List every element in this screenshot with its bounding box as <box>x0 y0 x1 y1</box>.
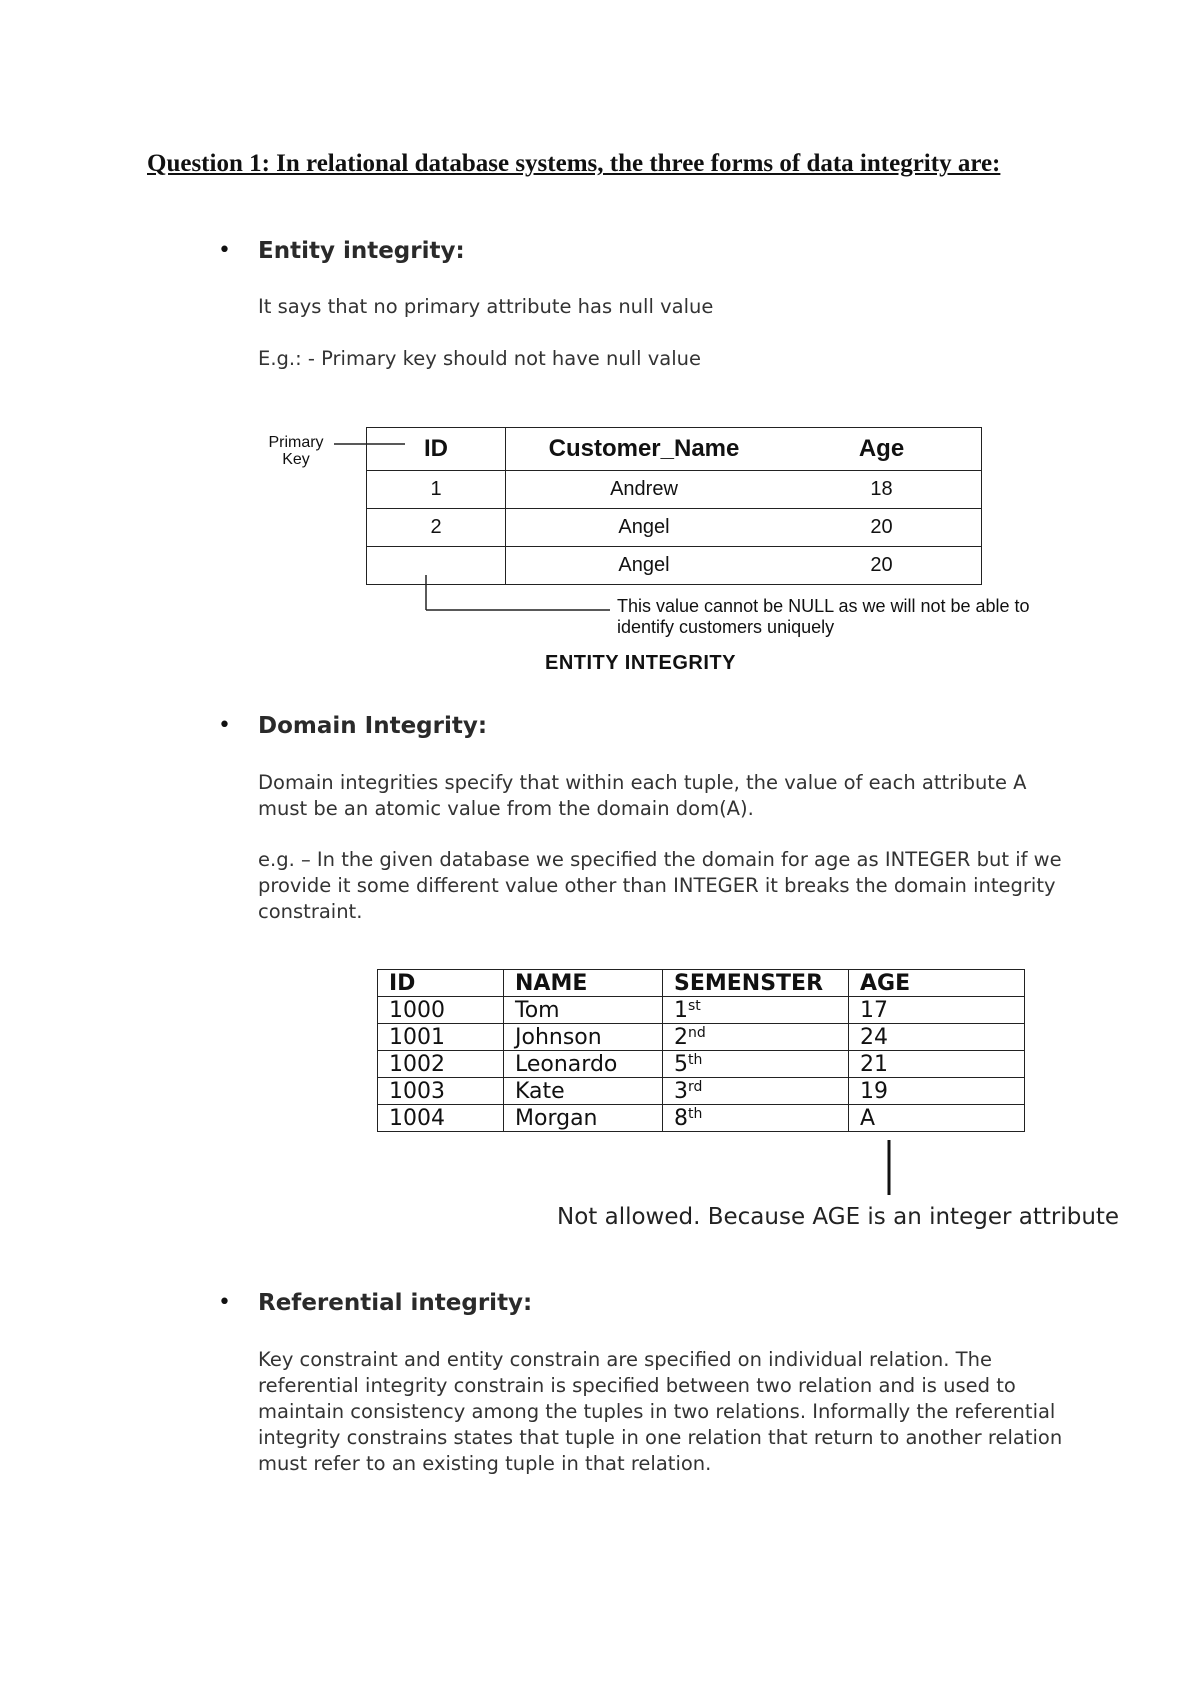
table-cell: 3rd <box>663 1078 849 1105</box>
table-cell: 5th <box>663 1051 849 1078</box>
table-cell: 1004 <box>378 1105 504 1132</box>
table-cell: Morgan <box>504 1105 663 1132</box>
primary-key-label: Primary Key <box>268 434 324 468</box>
bullet-icon: • <box>218 238 231 263</box>
table-row <box>378 1024 1025 1051</box>
table-cell: Andrew <box>506 471 783 509</box>
bullet-icon: • <box>218 713 231 738</box>
bullet-icon: • <box>218 1290 231 1315</box>
table-row <box>367 547 982 585</box>
table-cell-null <box>367 547 506 585</box>
table-cell: 20 <box>782 509 982 547</box>
table-cell: 18 <box>782 471 982 509</box>
table-header-row <box>378 970 1025 997</box>
table-cell: 8th <box>663 1105 849 1132</box>
table-cell: Kate <box>504 1078 663 1105</box>
table-header-cell: Customer_Name <box>506 428 783 471</box>
table-cell: 1 <box>367 471 506 509</box>
table-row <box>378 1078 1025 1105</box>
table-row <box>367 471 982 509</box>
table-header-cell: NAME <box>504 970 663 997</box>
section-heading-referential: Referential integrity: <box>258 1290 533 1316</box>
table-cell: 21 <box>849 1051 1025 1078</box>
entity-table <box>366 427 982 585</box>
null-value-note: This value cannot be NULL as we will not be able to identify customers uniquely <box>617 596 1030 637</box>
table-cell-invalid: A <box>849 1105 1025 1132</box>
referential-paragraph: Key constraint and entity constrain are specified on individual relation. The referential integrity constrain is specified between two relation and is used to maintain consistency among the tuples in two relations. Informally the referential integrity constrains states that tuple in one relation that return to another relation must refer to an existing tuple in that relation. <box>258 1348 1063 1475</box>
question-title: Question 1: In relational database systems, the three forms of data integrity are: <box>147 150 1001 177</box>
section-heading-entity: Entity integrity: <box>258 238 465 264</box>
table-cell: Angel <box>506 547 783 585</box>
table-cell: Angel <box>506 509 783 547</box>
table-header-row <box>367 428 982 471</box>
table-row <box>378 997 1025 1024</box>
table-cell: 24 <box>849 1024 1025 1051</box>
table-header-cell: AGE <box>849 970 1025 997</box>
table-cell: Leonardo <box>504 1051 663 1078</box>
table-cell: 2 <box>367 509 506 547</box>
domain-table <box>377 969 1025 1132</box>
domain-paragraph-2: e.g. – In the given database we specified the domain for age as INTEGER but if we provide it some different value other than INTEGER it breaks the domain integrity constraint. <box>258 848 1062 923</box>
not-allowed-note: Not allowed. Because AGE is an integer attribute <box>557 1204 1120 1230</box>
section-heading-domain: Domain Integrity: <box>258 713 488 739</box>
table-cell: 1003 <box>378 1078 504 1105</box>
table-row <box>378 1051 1025 1078</box>
table-cell: 1001 <box>378 1024 504 1051</box>
table-cell: 1000 <box>378 997 504 1024</box>
table-cell: 17 <box>849 997 1025 1024</box>
entity-paragraph-1: It says that no primary attribute has null value <box>258 295 714 318</box>
table-row <box>378 1105 1025 1132</box>
table-header-cell: Age <box>782 428 982 471</box>
domain-paragraph-1: Domain integrities specify that within each tuple, the value of each attribute A must be an atomic value from the domain dom(A). <box>258 771 1027 820</box>
table-header-cell: SEMENSTER <box>663 970 849 997</box>
table-cell: 19 <box>849 1078 1025 1105</box>
entity-figure-caption: ENTITY INTEGRITY <box>545 652 736 674</box>
table-cell: Tom <box>504 997 663 1024</box>
table-row <box>367 509 982 547</box>
table-cell: 20 <box>782 547 982 585</box>
table-cell: Johnson <box>504 1024 663 1051</box>
table-cell: 1002 <box>378 1051 504 1078</box>
table-cell: 1st <box>663 997 849 1024</box>
entity-paragraph-2: E.g.: - Primary key should not have null value <box>258 347 701 370</box>
table-cell: 2nd <box>663 1024 849 1051</box>
table-header-cell: ID <box>367 428 506 471</box>
table-header-cell: ID <box>378 970 504 997</box>
